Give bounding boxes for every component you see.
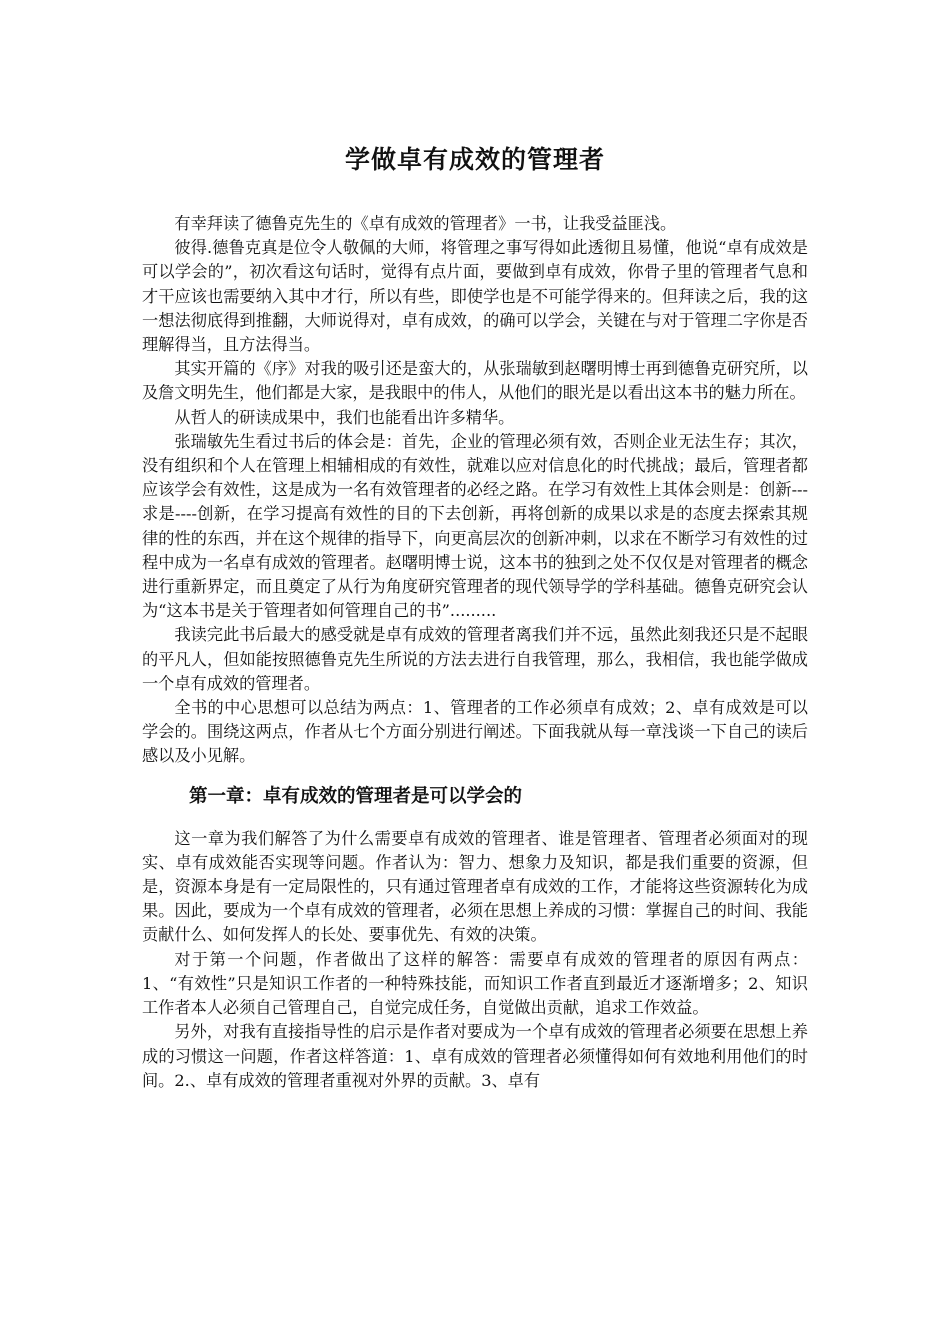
paragraph: 对于第一个问题，作者做出了这样的解答：需要卓有成效的管理者的原因有两点：1、“有效性”只是知识工作者的一种特殊技能，而知识工作者直到最近才逐渐增多；2、知识工作者本人必须自己管理自己，自觉完成任务，自觉做出贡献，追求工作效益。 (142, 949, 808, 1018)
paragraph: 我读完此书后最大的感受就是卓有成效的管理者离我们并不远，虽然此刻我还只是不起眼的平凡人，但如能按照德鲁克先生所说的方法去进行自我管理，那么，我相信，我也能学做成一个卓有成效的管理者。 (142, 625, 808, 693)
paragraph: 从哲人的研读成果中，我们也能看出许多精华。 (174, 407, 515, 427)
paragraph: 全书的中心思想可以总结为两点：1、管理者的工作必须卓有成效；2、卓有成效是可以学会的。围绕这两点，作者从七个方面分别进行阐述。下面我就从每一章浅谈一下自己的读后感以及小见解。 (142, 698, 808, 766)
paragraph: 另外，对我有直接指导性的启示是作者对要成为一个卓有成效的管理者必须要在思想上养成的习惯这一问题，作者这样答道：1、卓有成效的管理者必须懂得如何有效地利用他们的时间。2.、卓有成效的管理者重视对外界的贡献。3、卓有 (142, 1022, 808, 1090)
paragraph: 有幸拜读了德鲁克先生的《卓有成效的管理者》一书，让我受益匪浅。 (174, 214, 677, 233)
chapter1-section (142, 827, 808, 1093)
paragraph: 张瑞敏先生看过书后的体会是：首先，企业的管理必须有效，否则企业无法生存；其次，没有组织和个人在管理上相辅相成的有效性，就难以应对信息化的时代挑战；最后，管理者都应该学会有效性，这是成为一名有效管理者的必经之路。在学习有效性上其体会则是：创新---求是----创新，在学习提高有效性的目的下去创新，再将创新的成果以求是的态度去探索其规律的性的东西，并在这个规律的指导下，向更高层次的创新冲刺，以求在不断学习有效性的过程中成为一名卓有成效的管理者。赵曙明博士说，这本书的独到之处不仅仅是对管理者的概念进行重新界定，而且奠定了从行为角度研究管理者的现代领导学的学科基础。德鲁克研究会认为“这本书是关于管理者如何管理自己的书”......... (142, 431, 808, 621)
paragraph: 这一章为我们解答了为什么需要卓有成效的管理者、谁是管理者、管理者必须面对的现实、卓有成效能否实现等问题。作者认为：智力、想象力及知识，都是我们重要的资源，但是，资源本身是有一定局限性的，只有通过管理者卓有成效的工作，才能将这些资源转化为成果。因此，要成为一个卓有成效的管理者，必须在思想上养成的习惯：掌握自己的时间、我能贡献什么、如何发挥人的长处、要事优先、有效的决策。 (142, 828, 808, 945)
paragraph: 其实开篇的《序》对我的吸引还是蛮大的，从张瑞敏到赵曙明博士再到德鲁克研究所，以及詹文明先生，他们都是大家，是我眼中的伟人，从他们的眼光是以看出这本书的魅力所在。 (142, 359, 808, 403)
paragraph: 彼得.德鲁克真是位令人敬佩的大师，将管理之事写得如此透彻且易懂，他说“卓有成效是可以学会的”，初次看这句话时，觉得有点片面，要做到卓有成效，你骨子里的管理者气息和才干应该也需要纳入其中才行，所以有些，即使学也是不可能学得来的。但拜读之后，我的这一想法彻底得到推翻，大师说得对，卓有成效，的确可以学会，关键在与对于管理二字你是否理解得当，且方法得当。 (142, 238, 808, 355)
chapter-heading: 第一章：卓有成效的管理者是可以学会的 (189, 785, 523, 807)
intro-section (142, 212, 808, 769)
document-page (142, 140, 808, 1093)
document-title: 学做卓有成效的管理者 (344, 145, 605, 174)
